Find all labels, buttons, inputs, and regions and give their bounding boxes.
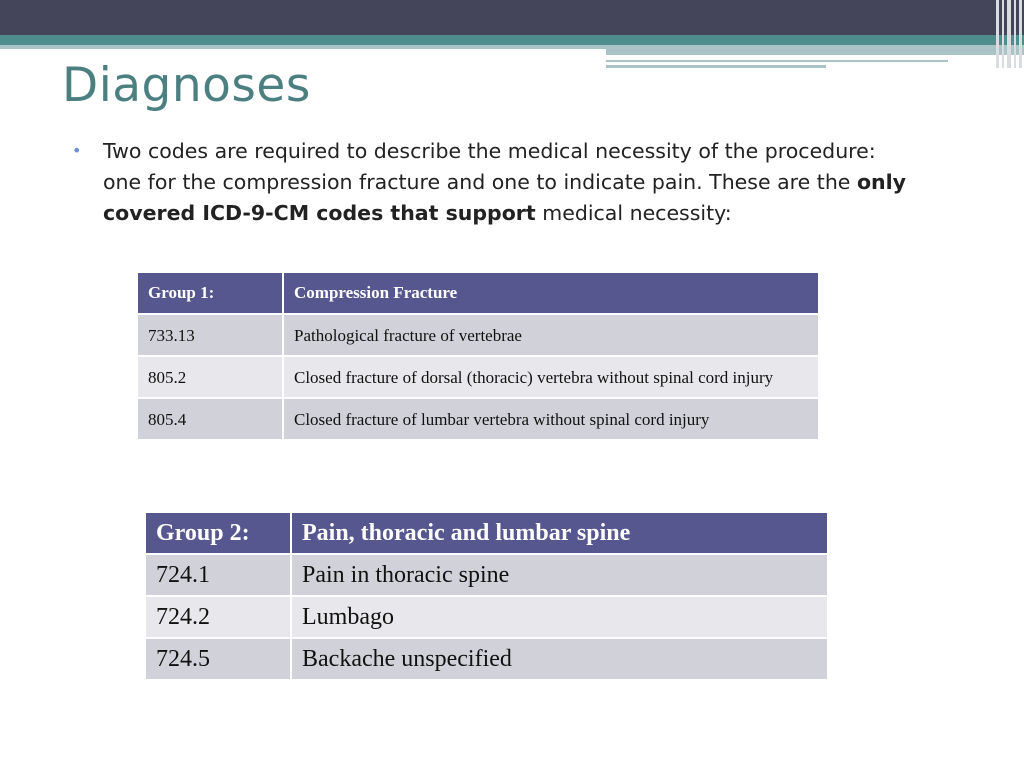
bullet-text-end: medical necessity: <box>535 201 732 225</box>
header-band-dark <box>0 0 1024 35</box>
compression-fracture-table <box>136 271 820 441</box>
description-cell: Backache unspecified <box>291 638 828 680</box>
table-row <box>145 596 828 638</box>
description-cell: Pain in thoracic spine <box>291 554 828 596</box>
description-cell: Pathological fracture of vertebrae <box>283 314 819 356</box>
slide-title: Diagnoses <box>62 58 311 113</box>
pain-spine-table <box>144 511 829 681</box>
code-cell: 724.2 <box>145 596 291 638</box>
description-cell: Closed fracture of dorsal (thoracic) vertebra without spinal cord injury <box>283 356 819 398</box>
code-cell: 805.2 <box>137 356 283 398</box>
header-band-teal <box>0 35 1024 45</box>
bullet-text-start: Two codes are required to describe the medical necessity of the procedure: one for the compression fracture and one to indicate pain. These are the <box>103 139 876 194</box>
code-cell: 805.4 <box>137 398 283 440</box>
table-row <box>137 314 819 356</box>
description-cell: Closed fracture of lumbar vertebra without spinal cord injury <box>283 398 819 440</box>
table-row <box>137 398 819 440</box>
table-header-row <box>137 272 819 314</box>
table-row <box>145 554 828 596</box>
table-header-row <box>145 512 828 554</box>
header-band-light-right <box>606 45 1024 55</box>
header-stripes <box>994 0 1024 68</box>
table-header-cell: Pain, thoracic and lumbar spine <box>291 512 828 554</box>
table-header-cell: Compression Fracture <box>283 272 819 314</box>
bullet-icon: • <box>72 141 82 160</box>
code-cell: 724.5 <box>145 638 291 680</box>
bullet-text <box>103 136 913 229</box>
header-accent-line-short <box>606 65 826 68</box>
code-cell: 733.13 <box>137 314 283 356</box>
header-band-light <box>0 45 606 49</box>
header-accent-line <box>606 60 948 62</box>
code-cell: 724.1 <box>145 554 291 596</box>
table-row <box>137 356 819 398</box>
table-header-cell: Group 2: <box>145 512 291 554</box>
table-row <box>145 638 828 680</box>
bullet-text-bold: only covered ICD-9-CM codes that support <box>103 170 907 225</box>
description-cell: Lumbago <box>291 596 828 638</box>
table-header-cell: Group 1: <box>137 272 283 314</box>
